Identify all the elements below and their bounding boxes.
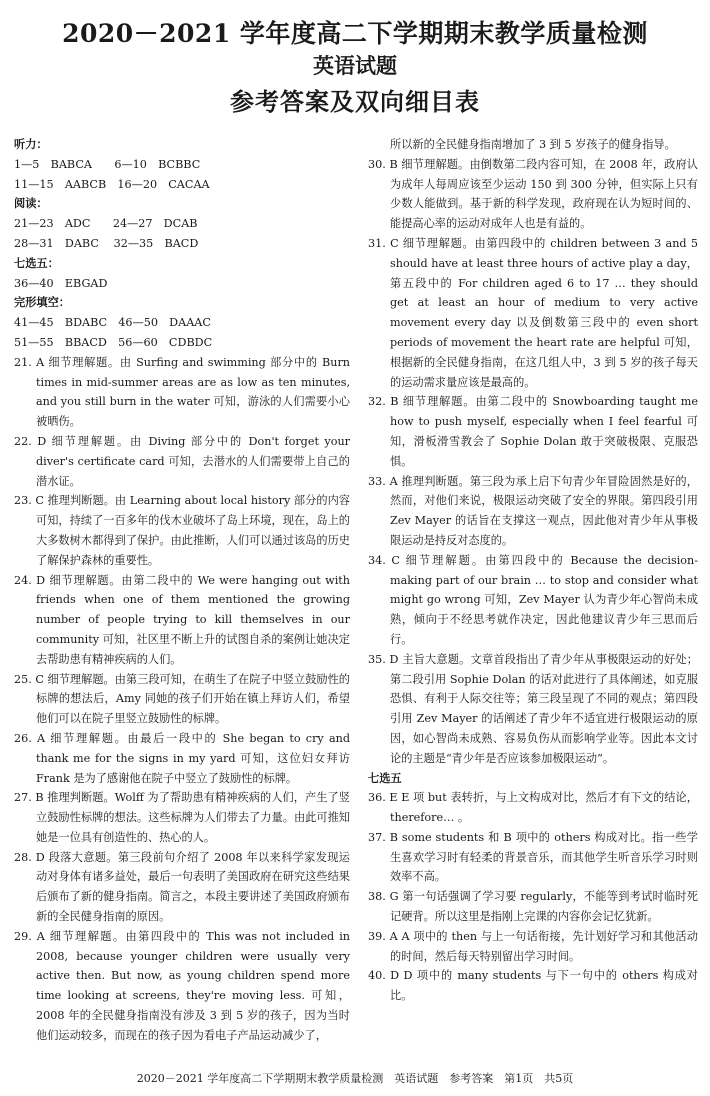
explanation-item: 33. A 推理判断题。第三段为承上启下句青少年冒险固然是好的，然而，对他们来说，极限运动突破了安全的界限。第四段引用 Zev Mayer 的话旨在支撑这一观点，因此他对青少年从事极限运动是持反对态度的。 — [368, 474, 698, 547]
listening-key-row: 11—15 AABCB 16—20 CACAA — [14, 177, 210, 191]
explanation-item: 24. D 细节理解题。由第二段中的 We were hanging out with friends when one of them mentioned the growing number of people trying to kill themselves in our community 可知，社区里不断上升的试图自杀的案例让她决定去帮助患有精神疾病的人们。 — [14, 573, 350, 666]
explanation-item: 37. B some students 和 B 项中的 others 构成对比。指一些学生喜欢学习时有轻柔的背景音乐，而其他学生听音乐学习时则效率不高。 — [368, 830, 698, 884]
explanation-item: 38. G 第一句话强调了学习要 regularly，不能等到考试时临时死记硬背。所以这里是指刚上完课的内容你会记忆犹新。 — [368, 890, 698, 924]
right-column — [368, 135, 698, 1006]
explanation-item: 26. A 细节理解题。由最后一段中的 She began to cry and thank me for the signs in my yard 可知，这位妇女拜访 Frank 是为了感谢他在院子中竖立了鼓励性的标牌。 — [14, 731, 350, 785]
seven-choice-label: 七选五： — [14, 255, 59, 270]
explanation-item: 22. D 细节理解题。由 Diving 部分中的 Don't forget your diver's certificate card 可知，去潜水的人们需要带上自己的潜水证。 — [14, 434, 350, 488]
reading-key-row: 28—31 DABC 32—35 BACD — [14, 236, 199, 250]
explanation-item: 25. C 细节理解题。由第三段可知，在萌生了在院子中竖立鼓励性的标牌的想法后，Amy 同她的孩子们开始在镇上拜访人们，希望他们可以在院子里竖立鼓励性的标牌。 — [14, 672, 350, 726]
explanation-item: 35. D 主旨大意题。文章首段指出了青少年从事极限运动的好处；第二段引用 Sophie Dolan 的话对此进行了具体阐述，如克服恐惧、有利于人际交往等；第三段呈现了不同的观点；第四段引用 Zev Mayer 的话阐述了青少年不适宜进行极限运动的原因，如心智尚未成熟、容易负伤从而影响学业等。因此本文讨论的主题是“青少年是否应该参加极限运动”。 — [368, 652, 698, 765]
explanation-item: 29. A 细节理解题。由第四段中的 This was not included in 2008, because younger children were usually very active then. But now, as young children spend more time looking at screens, they're moving less. 可知，2008 年的全民健身指南没有涉及 3 到 5 岁的孩子，因为当时他们运动较多，而现在的孩子因为看电子产品运动减少了， — [14, 929, 350, 1042]
cloze-key-row: 41—45 BDABC 46—50 DAAAC — [14, 316, 211, 330]
seven-choice-key-row: 36—40 EBGAD — [14, 276, 108, 290]
page-subtitle: 参考答案及双向细目表 — [230, 87, 480, 116]
subject-title: 英语试题 — [313, 53, 397, 78]
explanation-item: 27. B 推理判断题。Wolff 为了帮助患有精神疾病的人们，产生了竖立鼓励性标牌的想法。这些标牌为人们带去了力量。由此可推知她是一位具有创造性的、热心的人。 — [14, 791, 350, 844]
reading-key-row: 21—23 ADC 24—27 DCAB — [14, 217, 198, 231]
explanation-item: 31. C 细节理解题。由第四段中的 children between 3 and 5 should have at least three hours of active play a day，第五段中的 For children aged 6 to 17 … they should get at least an hour of medium to very active movement every day 以及倒数第三段中的 even short periods of movement the heart rate are helpful 可知，根据新的全民健身指南，在这几组人中，3 到 5 岁的孩子每天的运动需求量应该是最高的。 — [368, 236, 698, 389]
explanation-item: 32. B 细节理解题。由第二段中的 Snowboarding taught me how to push myself, especially when I feel fearful 可知，滑板滑雪教会了 Sophie Dolan 敢于突破极限、克服恐惧。 — [368, 395, 698, 468]
explanation-item: 28. D 段落大意题。第三段前句介绍了 2008 年以来科学家发现运动对身体有诸多益处，最后一句表明了美国政府在研究这些结果后颁布了新的健身指南。简言之，本段主要讲述了美国政府颁布新的全民健身指南的原因。 — [14, 850, 350, 924]
cloze-key-row: 51—55 BBACD 56—60 CDBDC — [14, 335, 213, 349]
listening-label: 听力： — [14, 137, 48, 151]
explanation-item: 21. A 细节理解题。由 Surfing and swimming 部分中的 Burn times in mid-summer areas are as low as ten minutes, and you still burn in the water 可知，游泳的人们需要小心被晒伤。 — [14, 355, 350, 429]
explanation-item: 40. D D 项中的 many students 与下一句中的 others 构成对比。 — [368, 969, 698, 1003]
reading-label: 阅读： — [14, 196, 48, 211]
explanation-item: 39. A A 项中的 then 与上一句话衔接，先计划好学习和其他活动的时间，然后每天特别留出学习时间。 — [368, 929, 698, 963]
seven-choice-section-heading: 七选五 — [368, 770, 402, 785]
explanation-item: 34. C 细节理解题。由第四段中的 Because the decision-making part of our brain … to stop and consider what might go wrong 可知，Zev Mayer 认为青少年心智尚未成熟，倾向于不经思考就作决定，因此他建议青少年三思而后行。 — [368, 553, 698, 646]
cloze-label: 完形填空： — [14, 295, 70, 310]
explanation-item: 36. E E 项 but 表转折，与上文构成对比，然后才有下文的结论，therefore… 。 — [368, 791, 698, 825]
left-column — [14, 135, 350, 1046]
explanation-continuation: 所以新的全民健身指南增加了 3 到 5 岁孩子的健身指导。 — [390, 138, 676, 151]
page-title: 2020－2021 学年度高二下学期期末教学质量检测 — [62, 19, 648, 48]
listening-key-row: 1—5 BABCA 6—10 BCBBC — [14, 157, 201, 171]
page-footer: 2020－2021 学年度高二下学期期末教学质量检测 英语试题 参考答案 第1页 共5页 — [136, 1072, 574, 1085]
explanation-item: 30. B 细节理解题。由倒数第二段内容可知，在 2008 年，政府认为成年人每周应该至少运动 150 到 300 分钟，但实际上只有少数人能做到。基于新的科学发现，政府现在认为短时间的、能提高心率的运动对成年人也是有益的。 — [368, 157, 698, 231]
explanation-item: 23. C 推理判断题。由 Learning about local history 部分的内容可知，持续了一百多年的伐木业破坏了岛上环境，现在，岛上的大多数树木都得到了保护。由此推断，人们可以通过该岛的历史了解保护森林的重要性。 — [14, 494, 350, 567]
